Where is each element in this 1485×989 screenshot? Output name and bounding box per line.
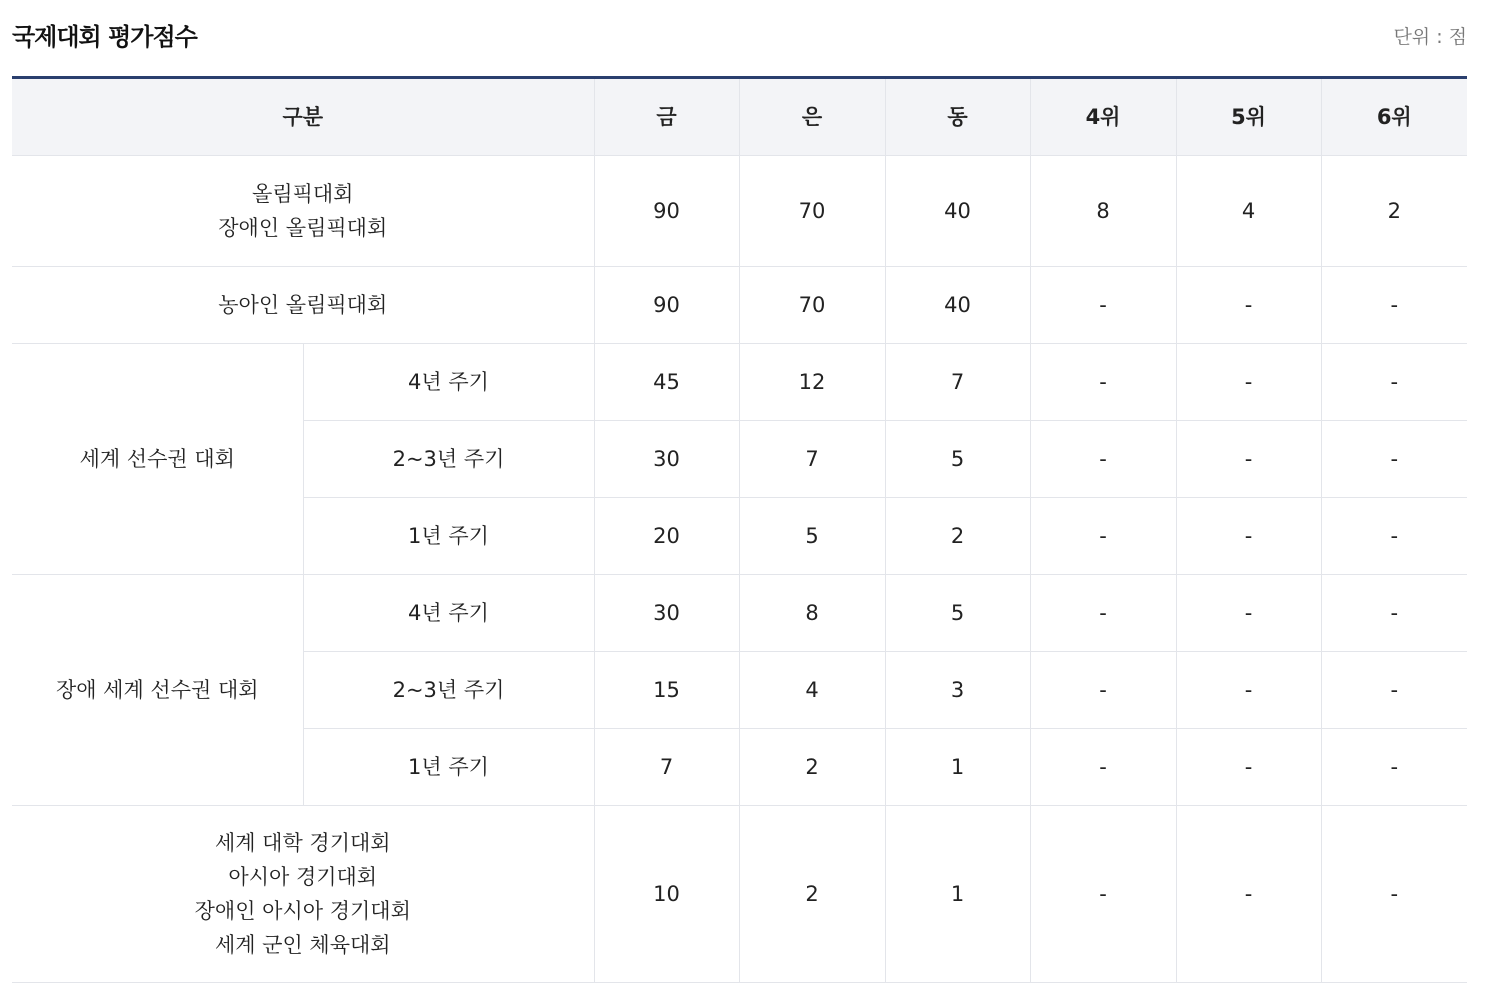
cell-5th: 4 [1176, 156, 1321, 267]
cell-gold: 10 [594, 806, 739, 983]
cell-bronze: 1 [885, 806, 1030, 983]
cell-4th: - [1030, 729, 1176, 806]
row-name-others [12, 806, 594, 983]
row-name-line: 장애인 올림픽대회 [218, 216, 388, 240]
title-row [12, 0, 1467, 66]
cell-cycle: 4년 주기 [303, 344, 594, 421]
cell-silver: 2 [739, 729, 885, 806]
cell-cycle: 2~3년 주기 [303, 652, 594, 729]
cell-cycle: 4년 주기 [303, 575, 594, 652]
cell-6th: - [1321, 267, 1467, 344]
cell-6th: 2 [1321, 156, 1467, 267]
cell-silver: 2 [739, 806, 885, 983]
cell-gold: 20 [594, 498, 739, 575]
cell-4th: - [1030, 575, 1176, 652]
cell-bronze: 2 [885, 498, 1030, 575]
cell-6th: - [1321, 575, 1467, 652]
cell-5th: - [1176, 575, 1321, 652]
row-name-para-world-championships: 장애 세계 선수권 대회 [12, 575, 303, 806]
table-row [12, 267, 1467, 344]
header-gold: 금 [594, 78, 739, 156]
cell-4th: - [1030, 421, 1176, 498]
row-name-deaflympics: 농아인 올림픽대회 [12, 267, 594, 344]
header-silver: 은 [739, 78, 885, 156]
score-table [12, 76, 1467, 983]
table-title: 국제대회 평가점수 [12, 23, 197, 51]
cell-4th: - [1030, 267, 1176, 344]
table-row [12, 156, 1467, 267]
cell-4th: - [1030, 652, 1176, 729]
cell-gold: 15 [594, 652, 739, 729]
cell-silver: 70 [739, 267, 885, 344]
cell-bronze: 7 [885, 344, 1030, 421]
cell-6th: - [1321, 498, 1467, 575]
cell-gold: 45 [594, 344, 739, 421]
row-name-world-championships: 세계 선수권 대회 [12, 344, 303, 575]
cell-silver: 4 [739, 652, 885, 729]
page [12, 0, 1467, 957]
row-name-line: 세계 군인 체육대회 [214, 933, 391, 957]
cell-6th: - [1321, 729, 1467, 806]
header-row [12, 78, 1467, 156]
header-bronze: 동 [885, 78, 1030, 156]
cell-5th: - [1176, 729, 1321, 806]
table-row [12, 575, 1467, 652]
cell-gold: 90 [594, 156, 739, 267]
cell-4th: - [1030, 344, 1176, 421]
cell-bronze: 40 [885, 267, 1030, 344]
cell-silver: 70 [739, 156, 885, 267]
cell-cycle: 1년 주기 [303, 729, 594, 806]
cell-silver: 8 [739, 575, 885, 652]
cell-5th: - [1176, 498, 1321, 575]
row-name-line: 장애인 아시아 경기대회 [194, 899, 411, 923]
header-category: 구분 [12, 78, 594, 156]
unit-label: 단위 : 점 [1393, 26, 1467, 48]
cell-4th: 8 [1030, 156, 1176, 267]
cell-bronze: 5 [885, 421, 1030, 498]
cell-gold: 30 [594, 421, 739, 498]
cell-6th: - [1321, 344, 1467, 421]
row-name-line: 아시아 경기대회 [228, 865, 378, 889]
cell-6th: - [1321, 806, 1467, 983]
cell-silver: 5 [739, 498, 885, 575]
cell-gold: 90 [594, 267, 739, 344]
cell-6th: - [1321, 421, 1467, 498]
cell-5th: - [1176, 652, 1321, 729]
row-name-olympics [12, 156, 594, 267]
cell-5th: - [1176, 344, 1321, 421]
cell-cycle: 1년 주기 [303, 498, 594, 575]
header-6th: 6위 [1321, 78, 1467, 156]
cell-4th: - [1030, 498, 1176, 575]
row-name-line: 세계 대학 경기대회 [214, 831, 391, 855]
cell-silver: 12 [739, 344, 885, 421]
cell-5th: - [1176, 421, 1321, 498]
cell-bronze: 5 [885, 575, 1030, 652]
cell-cycle: 2~3년 주기 [303, 421, 594, 498]
cell-5th: - [1176, 806, 1321, 983]
cell-4th: - [1030, 806, 1176, 983]
cell-6th: - [1321, 652, 1467, 729]
header-4th: 4위 [1030, 78, 1176, 156]
cell-gold: 7 [594, 729, 739, 806]
row-name-line: 올림픽대회 [252, 182, 354, 206]
cell-bronze: 40 [885, 156, 1030, 267]
cell-gold: 30 [594, 575, 739, 652]
table-row [12, 344, 1467, 421]
cell-bronze: 1 [885, 729, 1030, 806]
header-5th: 5위 [1176, 78, 1321, 156]
table-row [12, 806, 1467, 983]
cell-silver: 7 [739, 421, 885, 498]
cell-5th: - [1176, 267, 1321, 344]
cell-bronze: 3 [885, 652, 1030, 729]
